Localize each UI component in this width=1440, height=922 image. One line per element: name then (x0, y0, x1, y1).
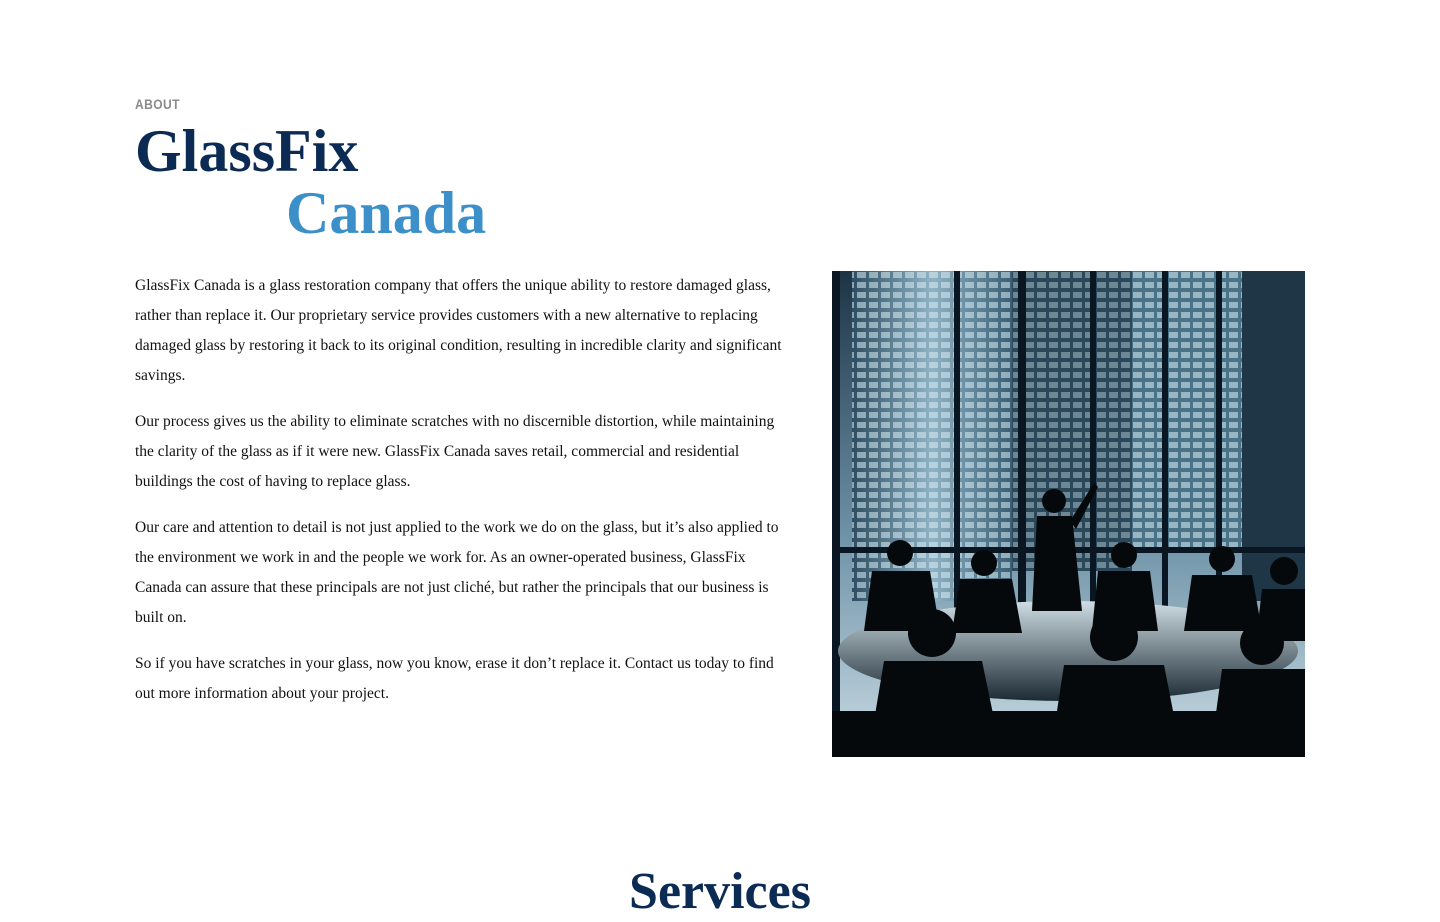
services-heading: Services (629, 863, 811, 920)
about-paragraph-4: So if you have scratches in your glass, now you know, erase it don’t replace it. Contact us today to find out more information about your project. (135, 655, 774, 702)
about-paragraph-3: Our care and attention to detail is not just applied to the work we do on the glass, but it’s also applied to the environment we work in and the people we work for. As an owner-operated business, GlassFix Canada can assure that these principals are not just cliché, but rather the principals that our business is built on. (135, 519, 779, 626)
boardroom-meeting-photo (832, 271, 1305, 757)
about-body (135, 271, 785, 725)
about-paragraph-1: GlassFix Canada is a glass restoration company that offers the unique ability to restore damaged glass, rather than replace it. Our proprietary service provides customers with a new alternative to replacing damaged glass by restoring it back to its original condition, resulting in incredible clarity and significant savings. (135, 277, 782, 384)
company-title-line1: GlassFix (135, 118, 359, 184)
company-title-line2: Canada (286, 180, 487, 246)
section-eyebrow: ABOUT (135, 96, 180, 112)
boardroom-illustration (832, 271, 1305, 757)
about-paragraph-2: Our process gives us the ability to eliminate scratches with no discernible distortion, while maintaining the clarity of the glass as if it were new. GlassFix Canada saves retail, commercial and residential buildings the cost of having to replace glass. (135, 413, 775, 490)
